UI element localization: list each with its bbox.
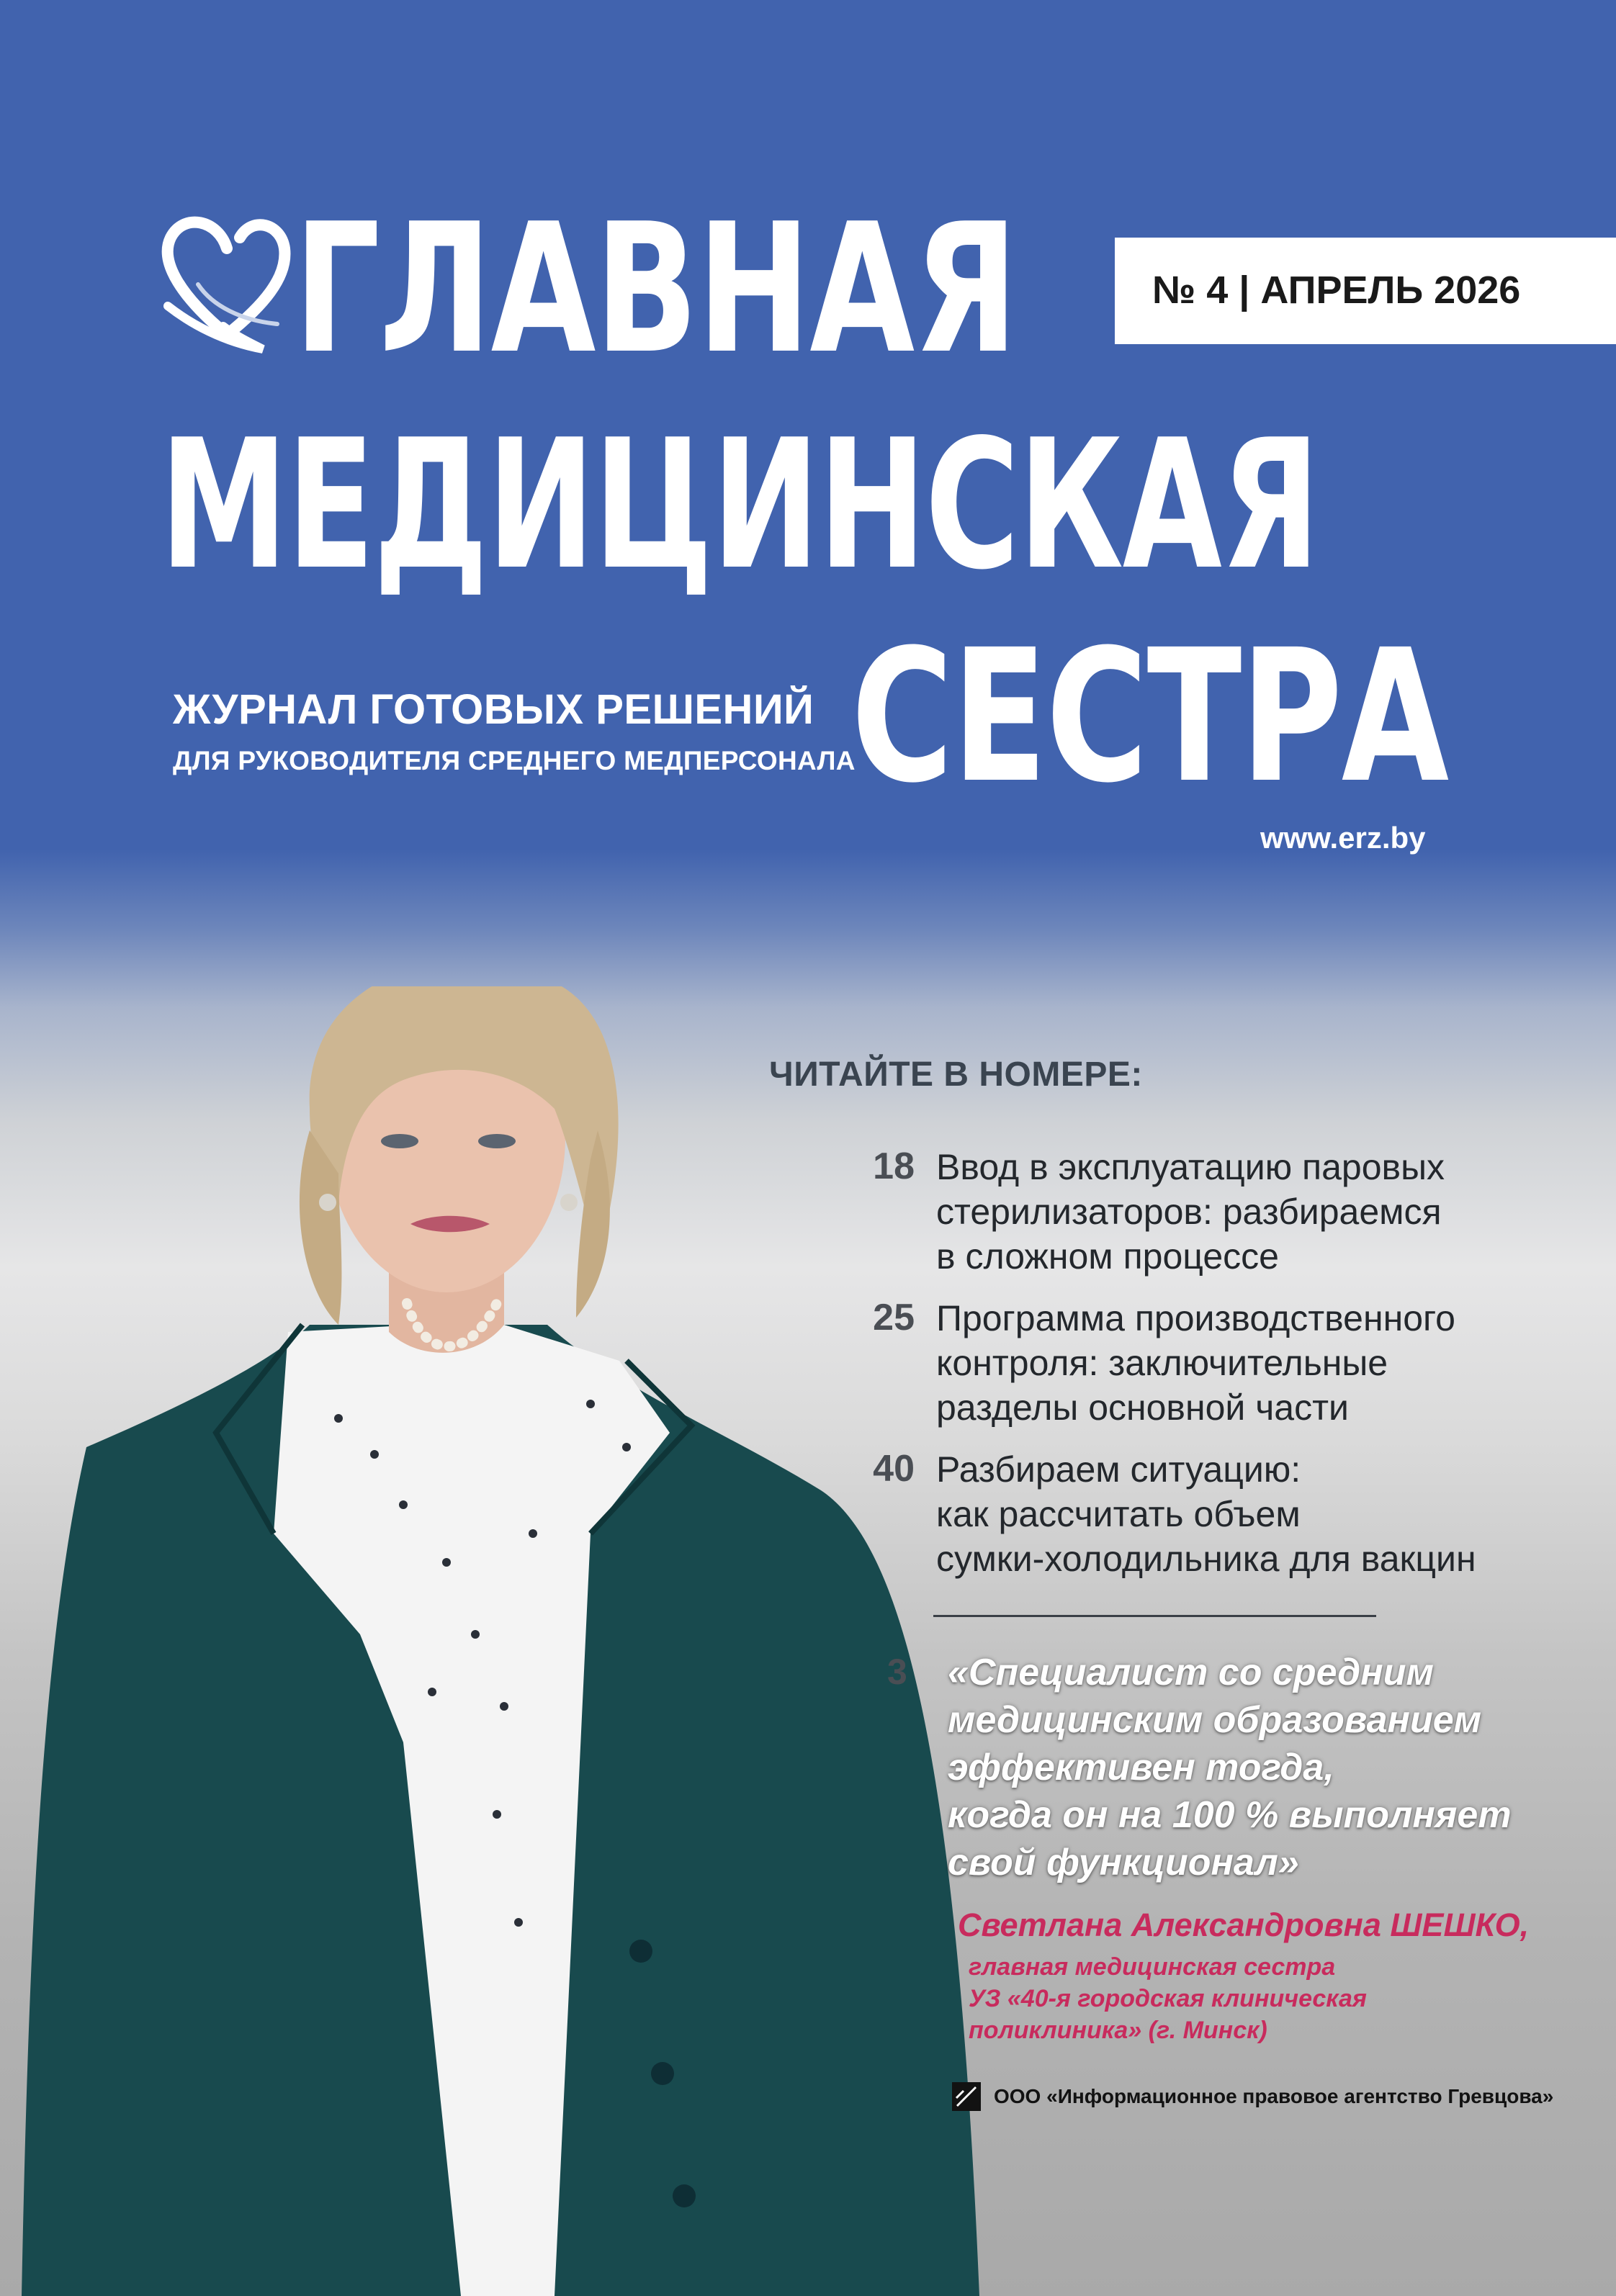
magazine-title-line-1: ГЛАВНАЯ: [294, 186, 1018, 393]
toc-title: Ввод в эксплуатацию паровых стерилизаторов: разбираемся в сложном процессе: [936, 1147, 1445, 1277]
publisher-logo-icon: [952, 2082, 981, 2111]
quote-author-role: главная медицинская сестра УЗ «40-я городская клиническая поликлиника» (г. Минск): [969, 1953, 1367, 2044]
issue-number: № 4 | АПРЕЛЬ 2026: [1152, 269, 1521, 312]
contents-heading: ЧИТАЙТЕ В НОМЕРЕ:: [769, 1055, 1143, 1094]
publisher-name: ООО «Информационное правовое агентство Гревцова»: [994, 2085, 1554, 2107]
magazine-title-line-3: СЕСТРА: [851, 610, 1448, 823]
magazine-subtitle: ЖУРНАЛ ГОТОВЫХ РЕШЕНИЙ: [173, 686, 814, 733]
toc-page-number: 25: [873, 1297, 915, 1338]
contents-divider: [933, 1615, 1376, 1617]
quote-author-name: Светлана Александровна ШЕШКО,: [958, 1906, 1530, 1943]
magazine-tagline: ДЛЯ РУКОВОДИТЕЛЯ СРЕДНЕГО МЕДПЕРСОНАЛА: [173, 746, 856, 775]
toc-title: Разбираем ситуацию: как рассчитать объем сумки-холодильника для вакцин: [936, 1449, 1476, 1579]
heart-hands-logo-icon: [155, 198, 299, 364]
toc-page-number: 18: [873, 1145, 915, 1187]
toc-title: Программа производственного контроля: заключительные разделы основной части: [936, 1298, 1455, 1428]
issue-bar: [1115, 238, 1616, 344]
quote-page-number: 3: [887, 1652, 907, 1692]
interview-quote[interactable]: «Специалист со средним медицинским образованием эффективен тогда, когда он на 100 % выполняет свой функционал»: [948, 1652, 1512, 1883]
toc-page-number: 40: [873, 1448, 915, 1490]
website-link[interactable]: www.erz.by: [1260, 821, 1426, 855]
magazine-title-line-2: МЕДИЦИНСКАЯ: [160, 402, 1319, 609]
